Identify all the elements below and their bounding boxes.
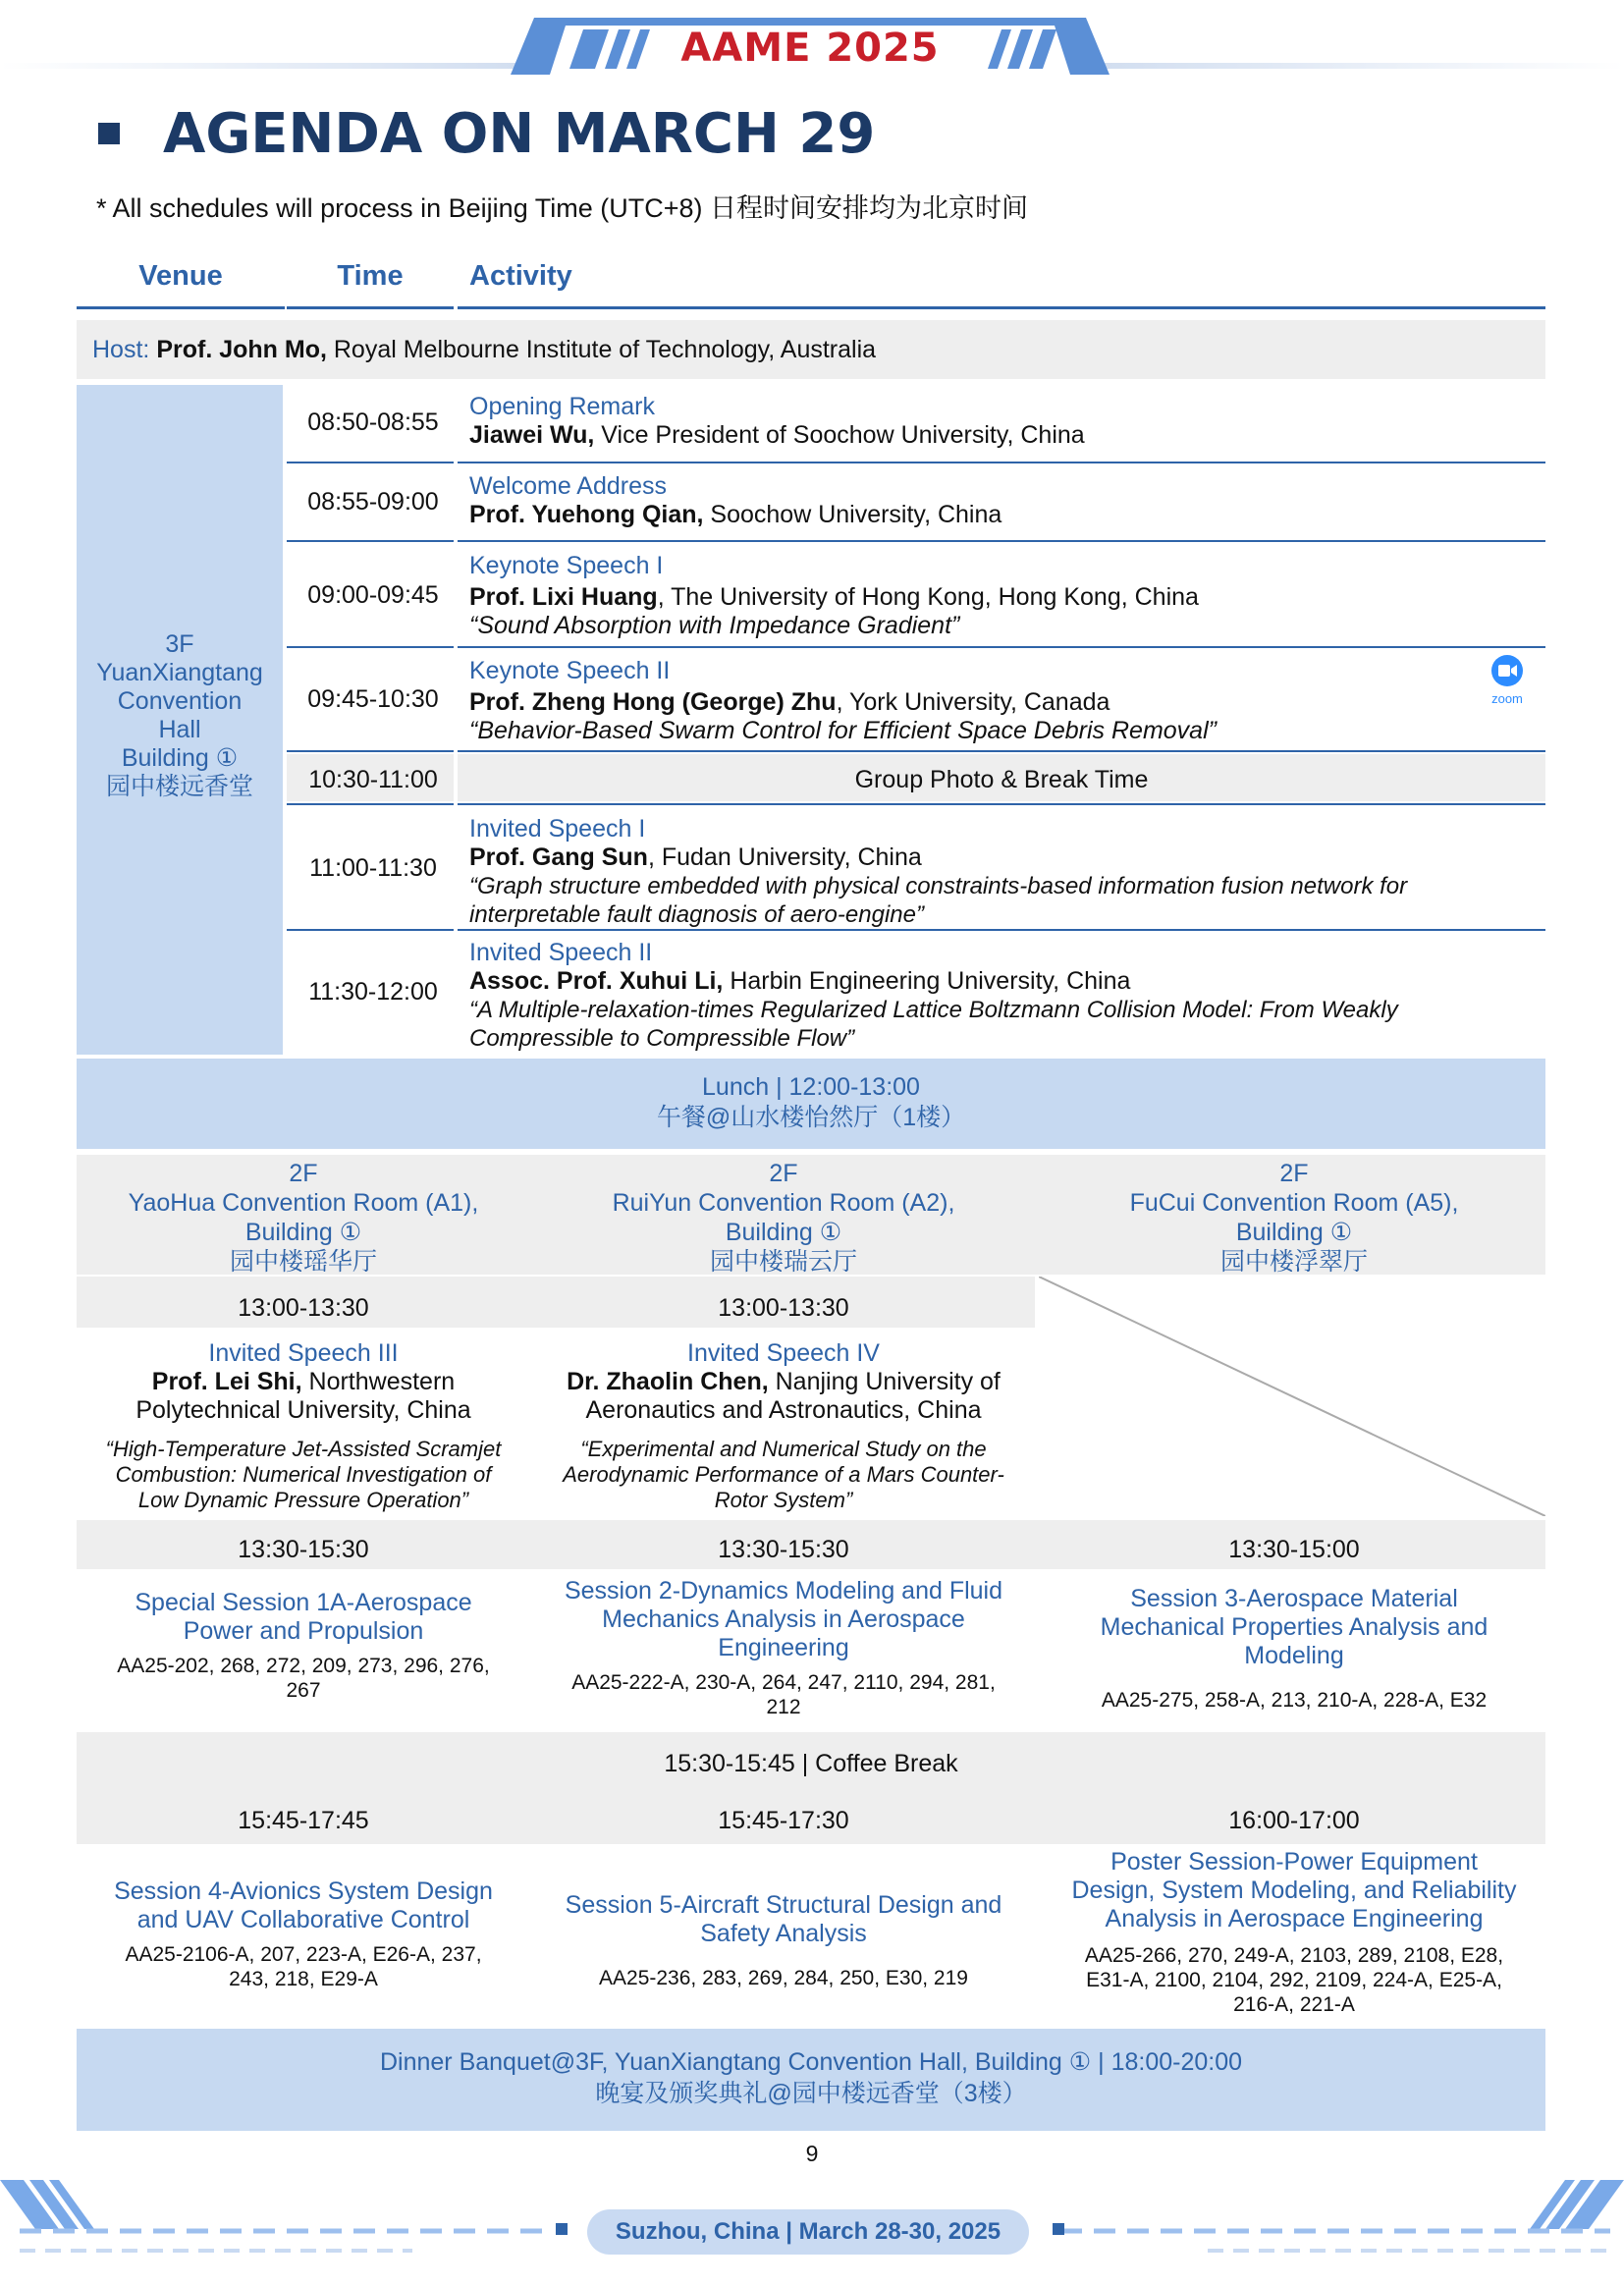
speaker-affiliation: Northwestern	[301, 1368, 456, 1395]
row-divider	[458, 646, 1545, 648]
row-divider	[458, 929, 1545, 931]
main-venue-label	[77, 630, 283, 801]
header-time: Time	[337, 260, 404, 292]
speech-topic: “Behavior-Based Swarm Control for Efficient Space Debris Removal”	[469, 717, 1217, 744]
speech-topic: Rotor System”	[714, 1488, 853, 1512]
slot3-time-a5: 16:00-17:00	[1228, 1807, 1360, 1834]
slot1-a2	[538, 1339, 1029, 1513]
venue-name-1: YuanXiangtang	[96, 659, 263, 686]
speech-topic: “High-Temperature Jet-Assisted Scramjet	[105, 1437, 502, 1461]
activity-title: Opening Remark	[469, 393, 655, 420]
host-row	[77, 320, 1545, 379]
morning-activity-4	[469, 657, 1540, 745]
row-divider	[287, 462, 454, 463]
page-title-text: AGENDA ON MARCH 29	[163, 102, 876, 166]
room-a1	[77, 1159, 530, 1277]
speech-topic: Aerodynamic Performance of a Mars Counter-	[563, 1462, 1004, 1487]
row-divider	[287, 929, 454, 931]
session-2[interactable]	[538, 1577, 1029, 1719]
speech-topic: “Graph structure embedded with physical constraints-based information fusion network for	[469, 873, 1408, 899]
empty-slot-diagonal	[1039, 1277, 1545, 1516]
header-line-right	[1070, 63, 1624, 69]
speaker-affiliation: , Fudan University, China	[647, 843, 922, 871]
venue-building: Building ①	[121, 744, 239, 772]
room-cn: 园中楼瑶华厅	[229, 1248, 377, 1276]
slot2-time-a1: 13:30-15:30	[238, 1536, 369, 1563]
conference-title: AAME 2025	[680, 26, 940, 71]
speech-topic: Compressible to Compressible Flow”	[469, 1025, 855, 1052]
speaker-name: Assoc. Prof. Xuhui Li,	[469, 967, 724, 995]
lunch-row	[77, 1059, 1545, 1149]
session-papers: 212	[766, 1696, 801, 1718]
session-papers: 216-A, 221-A	[1233, 1993, 1355, 2016]
morning-time-4: 09:45-10:30	[307, 685, 439, 713]
activity-title: Keynote Speech II	[469, 657, 671, 684]
morning-time-3: 09:00-09:45	[307, 581, 439, 609]
room-name: FuCui Convention Room (A5),	[1129, 1189, 1459, 1217]
morning-time-1: 08:50-08:55	[307, 408, 439, 436]
speech-topic: “Sound Absorption with Impedance Gradient”	[469, 612, 960, 639]
morning-time-6: 11:00-11:30	[309, 854, 437, 882]
header-line-left	[0, 63, 550, 69]
speech-topic: “A Multiple-relaxation-times Regularized Lattice Boltzmann Collision Model: From Weakly	[469, 997, 1398, 1023]
header-venue: Venue	[138, 260, 223, 292]
room-building: Building ①	[1235, 1219, 1353, 1246]
session-title: Mechanical Properties Analysis and	[1100, 1613, 1489, 1641]
morning-activity-1	[469, 393, 1540, 450]
speaker-name: Prof. Lixi Huang	[469, 583, 658, 611]
session-title: Engineering	[718, 1634, 849, 1661]
timezone-note: * All schedules will process in Beijing Time (UTC+8) 日程时间安排均为北京时间	[96, 193, 1028, 223]
dinner-location: 晚宴及颁奖典礼@园中楼远香堂（3楼）	[595, 2080, 1027, 2107]
session-papers: AA25-236, 283, 269, 284, 250, E30, 219	[599, 1967, 968, 1989]
speech-title: Invited Speech IV	[687, 1339, 880, 1367]
room-a5	[1043, 1159, 1545, 1277]
header-rule-activity	[458, 306, 1545, 309]
zoom-logo[interactable]	[1483, 654, 1532, 706]
speech-title: Invited Speech III	[208, 1339, 399, 1367]
row-divider	[458, 540, 1545, 542]
room-name: YaoHua Convention Room (A1),	[128, 1189, 479, 1217]
session-1a[interactable]	[77, 1589, 530, 1703]
row-divider	[458, 803, 1545, 805]
poster-session[interactable]	[1043, 1848, 1545, 2017]
session-title: Session 3-Aerospace Material	[1130, 1585, 1458, 1612]
session-3[interactable]	[1043, 1585, 1545, 1713]
venue-cn: 园中楼远香堂	[105, 773, 253, 800]
row-divider	[287, 646, 454, 648]
morning-activity-6	[469, 815, 1540, 929]
break-activity: Group Photo & Break Time	[854, 766, 1149, 793]
slot2-time-a2: 13:30-15:30	[718, 1536, 849, 1563]
room-building: Building ①	[244, 1219, 362, 1246]
footer-pill	[587, 2209, 1029, 2255]
row-divider	[287, 803, 454, 805]
speaker-affiliation: , York University, Canada	[836, 688, 1110, 716]
session-5[interactable]	[538, 1891, 1029, 1990]
morning-activity-3	[469, 552, 1540, 640]
session-title: Poster Session-Power Equipment	[1110, 1848, 1478, 1876]
session-papers: E31-A, 2100, 2104, 292, 2109, 224-A, E25-A,	[1086, 1969, 1502, 1991]
header-activity: Activity	[469, 260, 572, 292]
speaker-name: Prof. Lei Shi,	[151, 1368, 302, 1395]
activity-title: Invited Speech II	[469, 939, 653, 966]
slot1-a1	[77, 1339, 530, 1513]
page-number: 9	[805, 2141, 819, 2166]
speech-topic: Combustion: Numerical Investigation of	[115, 1462, 492, 1487]
session-papers: AA25-202, 268, 272, 209, 273, 296, 276,	[117, 1655, 490, 1677]
venue-name-3: Hall	[158, 716, 201, 743]
room-floor: 2F	[769, 1160, 798, 1187]
slot3-time-a1: 15:45-17:45	[238, 1807, 369, 1834]
header-badge	[511, 18, 1110, 75]
lunch-location: 午餐@山水楼怡然厅（1楼）	[656, 1104, 966, 1131]
venue-floor: 3F	[165, 630, 194, 658]
room-a2	[538, 1159, 1029, 1277]
session-papers: AA25-2106-A, 207, 223-A, E26-A, 237,	[125, 1943, 482, 1966]
room-name: RuiYun Convention Room (A2),	[612, 1189, 955, 1217]
activity-title: Keynote Speech I	[469, 552, 664, 579]
room-cn: 园中楼浮翠厅	[1219, 1248, 1368, 1276]
footer-location: Suzhou, China	[615, 2218, 780, 2245]
speech-topic: Low Dynamic Pressure Operation”	[137, 1488, 469, 1512]
slot1-time-a1: 13:00-13:30	[238, 1294, 369, 1322]
room-floor: 2F	[289, 1160, 318, 1187]
session-title: Special Session 1A-Aerospace	[135, 1589, 472, 1616]
speech-topic: interpretable fault diagnosis of aero-engine”	[469, 901, 924, 928]
session-papers: 267	[286, 1679, 321, 1702]
host-text	[92, 336, 876, 364]
session-title: Design, System Modeling, and Reliability	[1071, 1877, 1517, 1904]
slot1-time-a2: 13:00-13:30	[718, 1294, 849, 1322]
speech-topic: “Experimental and Numerical Study on the	[580, 1437, 987, 1461]
speaker-affiliation: Harbin Engineering University, China	[723, 967, 1131, 995]
host-label: Host:	[92, 336, 150, 363]
footer-dates: March 28-30, 2025	[798, 2218, 1001, 2245]
session-papers: AA25-222-A, 230-A, 264, 247, 2110, 294, 281,	[571, 1671, 996, 1694]
session-title: Power and Propulsion	[183, 1617, 424, 1645]
morning-activity-7	[469, 939, 1540, 1053]
zoom-label: zoom	[1491, 691, 1523, 706]
row-divider	[287, 540, 454, 542]
venue-name-2: Convention	[117, 687, 243, 715]
session-title: Mechanics Analysis in Aerospace	[602, 1605, 965, 1633]
morning-time-2: 08:55-09:00	[307, 488, 439, 516]
session-title: Session 5-Aircraft Structural Design and	[565, 1891, 1002, 1919]
main-venue-cell	[77, 385, 283, 1055]
speaker-affiliation: Aeronautics and Astronautics, China	[585, 1396, 982, 1424]
speaker-name: Prof. Zheng Hong (George) Zhu	[469, 688, 837, 716]
morning-time-7: 11:30-12:00	[308, 978, 438, 1006]
session-papers: AA25-275, 258-A, 213, 210-A, 228-A, E32	[1101, 1689, 1488, 1712]
session-title: Safety Analysis	[700, 1920, 867, 1947]
activity-title: Welcome Address	[469, 472, 668, 500]
speaker-affiliation: Nanjing University of	[768, 1368, 1001, 1395]
row-divider	[287, 750, 454, 752]
row-divider	[458, 462, 1545, 463]
session-papers: AA25-266, 270, 249-A, 2103, 289, 2108, E28,	[1084, 1944, 1504, 1967]
room-cn: 园中楼瑞云厅	[709, 1248, 857, 1276]
speaker-affiliation: Soochow University, China	[703, 501, 1002, 528]
speaker-name: Jiawei Wu,	[469, 421, 595, 449]
room-floor: 2F	[1279, 1160, 1309, 1187]
zoom-icon	[1490, 654, 1524, 687]
dinner-row	[77, 2029, 1545, 2131]
activity-title: Invited Speech I	[469, 815, 646, 843]
session-title: Session 4-Avionics System Design	[114, 1877, 493, 1905]
page-title	[98, 102, 875, 166]
header-rule-venue	[77, 306, 285, 309]
host-affiliation: Royal Melbourne Institute of Technology, Australia	[333, 336, 877, 363]
speaker-affiliation: , The University of Hong Kong, Hong Kong, China	[657, 583, 1199, 611]
session-title: Analysis in Aerospace Engineering	[1105, 1905, 1484, 1932]
title-bullet-icon	[98, 123, 120, 144]
session-title: Modeling	[1244, 1642, 1344, 1669]
slot3-time-a2: 15:45-17:30	[718, 1807, 849, 1834]
lunch-title: Lunch | 12:00-13:00	[702, 1073, 920, 1101]
session-title: and UAV Collaborative Control	[136, 1906, 470, 1933]
session-papers: 243, 218, E29-A	[229, 1968, 378, 1990]
room-building: Building ①	[725, 1219, 842, 1246]
coffee-break: 15:30-15:45 | Coffee Break	[664, 1750, 958, 1777]
dinner-title: Dinner Banquet@3F, YuanXiangtang Convention Hall, Building ① | 18:00-20:00	[379, 2048, 1243, 2076]
speaker-name: Prof. Yuehong Qian,	[469, 501, 704, 528]
session-4[interactable]	[77, 1877, 530, 1991]
morning-time-5: 10:30-11:00	[308, 766, 438, 793]
speaker-name: Dr. Zhaolin Chen,	[567, 1368, 769, 1395]
host-name: Prof. John Mo,	[156, 336, 327, 363]
footer-separator: |	[785, 2218, 792, 2245]
speaker-affiliation: Vice President of Soochow University, China	[594, 421, 1085, 449]
slot2-time-a5: 13:30-15:00	[1228, 1536, 1360, 1563]
morning-activity-2	[469, 472, 1540, 529]
header-rule-time	[287, 306, 454, 309]
speaker-name: Prof. Gang Sun	[469, 843, 648, 871]
row-divider	[458, 750, 1545, 752]
session-title: Session 2-Dynamics Modeling and Fluid	[564, 1577, 1003, 1605]
speaker-affiliation: Polytechnical University, China	[135, 1396, 471, 1424]
